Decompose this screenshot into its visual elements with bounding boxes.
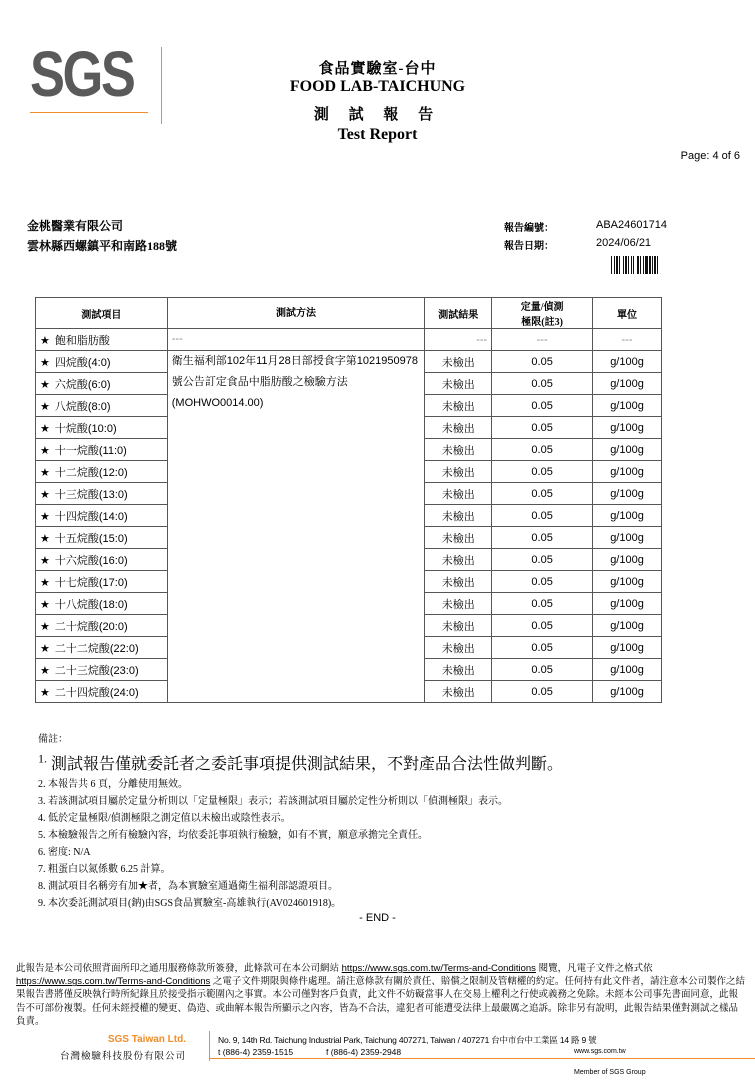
item-name: 十三烷酸(13:0) bbox=[54, 488, 128, 501]
item-cell bbox=[36, 351, 168, 373]
limit-cell: 0.05 bbox=[492, 549, 593, 571]
limit-cell: 0.05 bbox=[492, 593, 593, 615]
table-row bbox=[36, 351, 662, 373]
unit-cell: g/100g bbox=[593, 615, 662, 637]
star-icon: ★ bbox=[40, 598, 50, 611]
unit-cell: g/100g bbox=[593, 461, 662, 483]
unit-cell: g/100g bbox=[593, 417, 662, 439]
result-cell: 未檢出 bbox=[425, 549, 492, 571]
star-icon: ★ bbox=[40, 488, 50, 501]
result-cell: 未檢出 bbox=[425, 659, 492, 681]
disclaimer-part1: 此報告是本公司依照背面所印之通用服務條款所簽發，此條款可在本公司網站 bbox=[16, 963, 342, 974]
notes-label: 備註： bbox=[38, 734, 68, 745]
limit-cell: 0.05 bbox=[492, 659, 593, 681]
logo-text: SGS bbox=[30, 38, 134, 110]
item-cell bbox=[36, 417, 168, 439]
report-title-en: Test Report bbox=[337, 126, 418, 143]
header-method: 測試方法 bbox=[167, 298, 425, 329]
lab-title-en: FOOD LAB-TAICHUNG bbox=[289, 78, 466, 95]
result-cell: 未檢出 bbox=[425, 593, 492, 615]
item-cell bbox=[36, 439, 168, 461]
header-result: 測試結果 bbox=[425, 298, 492, 329]
limit-cell: 0.05 bbox=[492, 637, 593, 659]
note-item: 9. 本次委託測試項目(鈉)由SGS食品實驗室-高雄執行(AV024601918)。 bbox=[38, 898, 342, 909]
item-cell bbox=[36, 527, 168, 549]
star-icon: ★ bbox=[40, 466, 50, 479]
unit-cell: g/100g bbox=[593, 505, 662, 527]
item-cell bbox=[36, 549, 168, 571]
item-cell bbox=[36, 461, 168, 483]
star-icon: ★ bbox=[40, 422, 50, 435]
limit-cell: 0.05 bbox=[492, 373, 593, 395]
star-icon: ★ bbox=[40, 510, 50, 523]
note-item: 8. 測試項目名稱旁有加★者，為本實驗室通過衛生福利部認證項目。 bbox=[38, 881, 338, 892]
limit-cell: 0.05 bbox=[492, 417, 593, 439]
header-limit-line2: 極限(註3) bbox=[521, 317, 563, 328]
item-name: 十七烷酸(17:0) bbox=[54, 576, 128, 589]
table-row bbox=[36, 329, 662, 351]
note-1 bbox=[38, 751, 563, 774]
client-name: 金桃醫業有限公司 bbox=[27, 219, 124, 233]
note-1-number: 1. bbox=[38, 751, 47, 766]
lab-title-zh: 食品實驗室-台中 bbox=[318, 61, 437, 77]
star-icon: ★ bbox=[40, 620, 50, 633]
limit-cell: 0.05 bbox=[492, 571, 593, 593]
result-cell: --- bbox=[425, 329, 492, 351]
footer-address: No. 9, 14th Rd. Taichung Industrial Park, Taichung 407271, Taiwan / 407271 台中市台中工業區 14 路 9 號 bbox=[218, 1035, 597, 1045]
limit-cell: 0.05 bbox=[492, 681, 593, 703]
report-number-label: 報告編號： bbox=[504, 223, 554, 234]
report-date-label: 報告日期： bbox=[504, 241, 554, 252]
star-icon: ★ bbox=[40, 444, 50, 457]
unit-cell: g/100g bbox=[593, 571, 662, 593]
result-cell: 未檢出 bbox=[425, 439, 492, 461]
unit-cell: g/100g bbox=[593, 395, 662, 417]
disclaimer-part2: 閱覽，凡電子文件之格式依 bbox=[535, 963, 653, 974]
item-cell bbox=[36, 329, 168, 351]
note-item: 7. 粗蛋白以氮係數 6.25 計算。 bbox=[38, 864, 171, 875]
unit-cell: g/100g bbox=[593, 351, 662, 373]
note-item: 5. 本檢驗報告之所有檢驗內容，均依委託事項執行檢驗，如有不實，願意承擔完全責任。 bbox=[38, 830, 428, 841]
star-icon: ★ bbox=[40, 378, 50, 391]
item-name: 六烷酸(6:0) bbox=[54, 378, 111, 391]
method-cell: --- bbox=[167, 329, 425, 351]
footer-divider-vertical bbox=[209, 1031, 210, 1061]
header-limit-line1: 定量/偵測 bbox=[520, 302, 564, 313]
star-icon: ★ bbox=[40, 532, 50, 545]
footer-company-zh: 台灣檢驗科技股份有限公司 bbox=[60, 1052, 187, 1062]
result-cell: 未檢出 bbox=[425, 637, 492, 659]
note-item: 2. 本報告共 6 頁，分離使用無效。 bbox=[38, 779, 188, 790]
item-cell bbox=[36, 637, 168, 659]
result-cell: 未檢出 bbox=[425, 417, 492, 439]
result-cell: 未檢出 bbox=[425, 461, 492, 483]
table-header-row bbox=[36, 298, 662, 329]
item-name: 八烷酸(8:0) bbox=[54, 400, 111, 413]
result-cell: 未檢出 bbox=[425, 615, 492, 637]
limit-cell: 0.05 bbox=[492, 505, 593, 527]
item-name: 十五烷酸(15:0) bbox=[54, 532, 128, 545]
item-cell bbox=[36, 373, 168, 395]
method-cell: 衛生福利部102年11月28日部授食字第1021950978號公告訂定食品中脂肪酸之檢驗方法(MOHWO0014.00) bbox=[167, 351, 425, 703]
results-table bbox=[35, 297, 662, 703]
limit-cell: 0.05 bbox=[492, 351, 593, 373]
unit-cell: g/100g bbox=[593, 681, 662, 703]
note-item: 6. 密度: N/A bbox=[38, 847, 91, 858]
result-cell: 未檢出 bbox=[425, 527, 492, 549]
item-name: 二十三烷酸(23:0) bbox=[54, 664, 139, 677]
notes-list bbox=[38, 776, 563, 912]
unit-cell: g/100g bbox=[593, 483, 662, 505]
footer-fax: f (886-4) 2359-2948 bbox=[326, 1047, 402, 1057]
limit-cell: 0.05 bbox=[492, 461, 593, 483]
item-name: 四烷酸(4:0) bbox=[54, 356, 111, 369]
result-cell: 未檢出 bbox=[425, 395, 492, 417]
star-icon: ★ bbox=[40, 642, 50, 655]
item-cell bbox=[36, 505, 168, 527]
item-name: 十六烷酸(16:0) bbox=[54, 554, 128, 567]
page-number: Page: 4 of 6 bbox=[680, 150, 740, 162]
unit-cell: g/100g bbox=[593, 439, 662, 461]
item-name: 十二烷酸(12:0) bbox=[54, 466, 128, 479]
item-name: 十烷酸(10:0) bbox=[54, 422, 117, 435]
footer-member: Member of SGS Group bbox=[574, 1069, 646, 1076]
item-cell bbox=[36, 395, 168, 417]
item-cell bbox=[36, 659, 168, 681]
unit-cell: g/100g bbox=[593, 659, 662, 681]
item-name: 十四烷酸(14:0) bbox=[54, 510, 128, 523]
notes-section bbox=[38, 730, 563, 912]
terms-link-1[interactable]: https://www.sgs.com.tw/Terms-and-Conditions bbox=[341, 963, 536, 974]
star-icon: ★ bbox=[40, 576, 50, 589]
star-icon: ★ bbox=[40, 664, 50, 677]
unit-cell: g/100g bbox=[593, 549, 662, 571]
note-item: 4. 低於定量極限/偵測極限之測定值以未檢出或陰性表示。 bbox=[38, 813, 291, 824]
item-cell bbox=[36, 615, 168, 637]
header-limit bbox=[492, 298, 593, 329]
footer-company-en: SGS Taiwan Ltd. bbox=[107, 1034, 186, 1045]
result-cell: 未檢出 bbox=[425, 483, 492, 505]
barcode bbox=[611, 256, 718, 274]
item-cell bbox=[36, 593, 168, 615]
item-name: 十一烷酸(11:0) bbox=[54, 444, 127, 457]
star-icon: ★ bbox=[40, 334, 50, 347]
unit-cell: g/100g bbox=[593, 527, 662, 549]
report-date-value: 2024/06/21 bbox=[596, 237, 652, 249]
limit-cell: 0.05 bbox=[492, 527, 593, 549]
item-name: 二十二烷酸(22:0) bbox=[54, 642, 139, 655]
item-cell bbox=[36, 483, 168, 505]
header-unit: 單位 bbox=[593, 298, 662, 329]
result-cell: 未檢出 bbox=[425, 373, 492, 395]
result-cell: 未檢出 bbox=[425, 571, 492, 593]
end-marker: - END - bbox=[359, 912, 396, 924]
limit-cell: 0.05 bbox=[492, 615, 593, 637]
limit-cell: --- bbox=[492, 329, 593, 351]
star-icon: ★ bbox=[40, 554, 50, 567]
star-icon: ★ bbox=[40, 400, 50, 413]
result-cell: 未檢出 bbox=[425, 681, 492, 703]
result-cell: 未檢出 bbox=[425, 505, 492, 527]
star-icon: ★ bbox=[40, 686, 50, 699]
unit-cell: g/100g bbox=[593, 637, 662, 659]
footer-divider-horizontal bbox=[209, 1058, 755, 1059]
item-name: 二十四烷酸(24:0) bbox=[54, 686, 139, 699]
unit-cell: g/100g bbox=[593, 373, 662, 395]
footer-telephone: t (886-4) 2359-1515 bbox=[218, 1047, 294, 1057]
unit-cell: g/100g bbox=[593, 593, 662, 615]
disclaimer bbox=[16, 962, 746, 1028]
item-cell bbox=[36, 681, 168, 703]
report-number-value: ABA24601714 bbox=[596, 219, 667, 231]
terms-link-2[interactable]: https://www.sgs.com.tw/Terms-and-Conditions bbox=[16, 976, 211, 988]
disclaimer-part3: 之電子文件期限與條件處理。請注意條款有關於責任、賠償之限制及管轄權的約定。任何持有此文件者，請注意本公司製作之結果報告書將僅反映執行時所紀錄且於接受指示範圍內之事實。本公司僅對客戶負責，此文件不妨礙當事人在交易上權利之行使或義務之免除。未經本公司事先書面同意，此報告不可部份複製。任何未經授權的變更、偽造、或曲解本報告所顯示之內容，皆為不合法，違犯者可能遭受法律上最嚴厲之追訴。除非另有說明，此報告結果僅對測試之樣品負責。 bbox=[16, 976, 745, 1027]
note-1-text: 測試報告僅就委託者之委託事項提供測試結果，不對產品合法性做判斷。 bbox=[51, 756, 564, 773]
result-cell: 未檢出 bbox=[425, 351, 492, 373]
unit-cell: --- bbox=[593, 329, 662, 351]
item-name: 二十烷酸(20:0) bbox=[54, 620, 128, 633]
header-item: 測試項目 bbox=[36, 298, 168, 329]
star-icon: ★ bbox=[40, 356, 50, 369]
footer-website: www.sgs.com.tw bbox=[574, 1048, 626, 1055]
item-name: 十八烷酸(18:0) bbox=[54, 598, 128, 611]
limit-cell: 0.05 bbox=[492, 439, 593, 461]
client-address: 雲林縣西螺鎮平和南路188號 bbox=[27, 239, 178, 253]
limit-cell: 0.05 bbox=[492, 483, 593, 505]
item-cell bbox=[36, 571, 168, 593]
report-title-zh: 測 試 報 告 bbox=[313, 107, 442, 123]
note-item: 3. 若該測試項目屬於定量分析則以「定量極限」表示；若該測試項目屬於定性分析則以「偵測極限」表示。 bbox=[38, 796, 508, 807]
item-name: 飽和脂肪酸 bbox=[54, 334, 110, 347]
barcode-bar bbox=[658, 256, 661, 274]
limit-cell: 0.05 bbox=[492, 395, 593, 417]
